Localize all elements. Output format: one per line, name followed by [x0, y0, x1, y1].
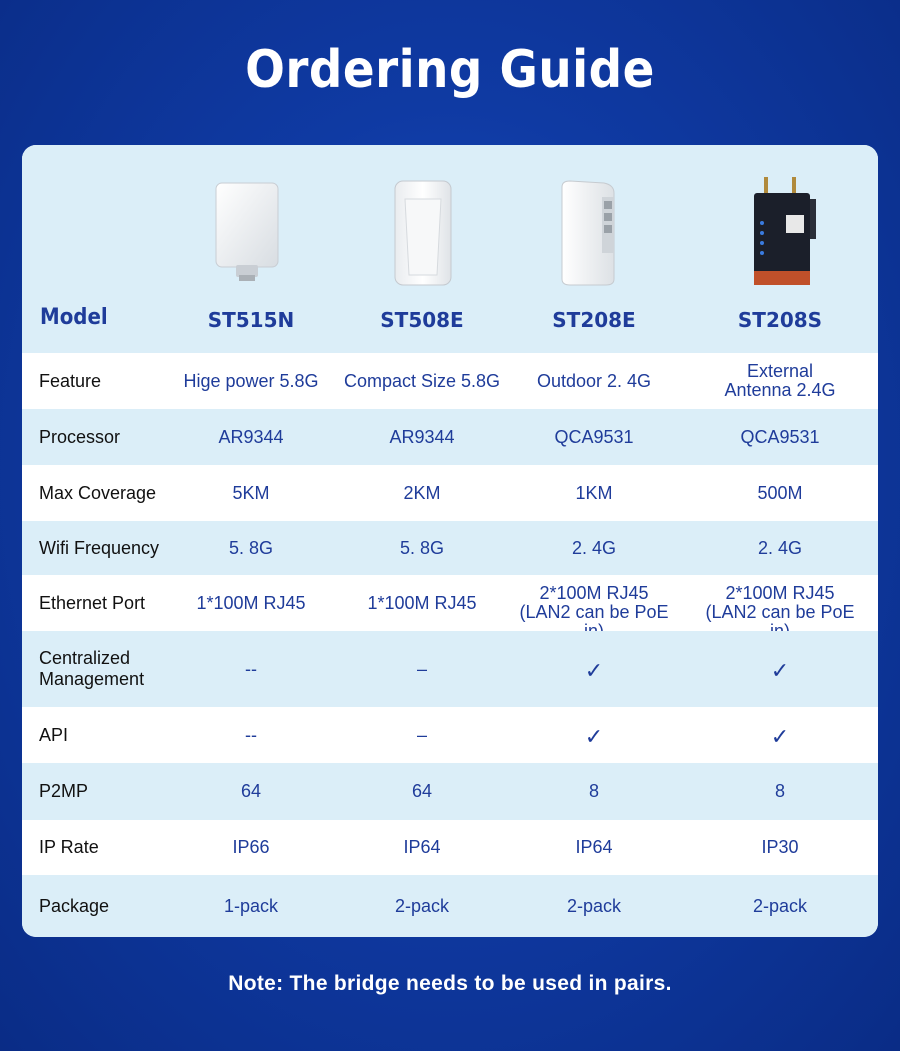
table-row	[22, 875, 878, 937]
table-cell: 2-pack	[752, 896, 808, 916]
table-row	[22, 353, 878, 409]
product-image-st208e	[556, 179, 622, 289]
table-cell: IP30	[761, 837, 799, 857]
table-row	[22, 820, 878, 875]
page-title: Ordering Guide	[245, 40, 655, 100]
table-cell: Outdoor 2. 4G	[536, 371, 652, 391]
table-cell: 2KM	[403, 483, 441, 503]
table-cell: 2*100M RJ45 (LAN2 can be PoE	[705, 583, 855, 622]
table-cell: 2-pack	[566, 896, 622, 916]
table-cell: 64	[411, 781, 433, 801]
table-row	[22, 707, 878, 763]
column-label-model: Model	[40, 305, 108, 330]
table-cell: 8	[588, 781, 599, 801]
table-cell: 2*100M RJ45 (LAN2 can be PoE	[519, 583, 669, 622]
table-cell: ✓	[584, 658, 604, 683]
table-cell: 2-pack	[394, 896, 450, 916]
table-cell: 64	[240, 781, 262, 801]
table-row	[22, 409, 878, 465]
table-cell: 5. 8G	[228, 538, 274, 558]
table-cell: 2. 4G	[757, 538, 803, 558]
product-image-st515n	[212, 181, 282, 281]
product-image-st508e	[391, 179, 455, 289]
row-label: P2MP	[39, 781, 89, 801]
table-cell: ✓	[770, 724, 790, 749]
row-label: Centralized Management	[39, 648, 145, 689]
table-cell: –	[416, 659, 427, 679]
table-cell: 1KM	[575, 483, 613, 503]
row-label: Package	[39, 896, 110, 916]
table-row	[22, 631, 878, 707]
table-row	[22, 763, 878, 820]
table-cell: –	[416, 725, 427, 745]
row-label: Wifi Frequency	[39, 538, 160, 558]
row-label: IP Rate	[39, 837, 99, 857]
table-cell: ✓	[770, 658, 790, 683]
row-label: API	[39, 725, 69, 745]
table-cell: QCA9531	[740, 427, 820, 447]
table-row	[22, 521, 878, 575]
model-name: ST208E	[552, 308, 636, 332]
table-cell: 500M	[757, 483, 803, 503]
table-cell: Hige power 5.8G	[183, 371, 319, 391]
row-label: Ethernet Port	[39, 593, 146, 613]
table-cell: 5KM	[232, 483, 270, 503]
table-cell: --	[245, 659, 257, 679]
table-cell: --	[245, 725, 257, 745]
table-cell: IP66	[232, 837, 270, 857]
table-cell: IP64	[575, 837, 613, 857]
model-name: ST208S	[737, 308, 823, 332]
footnote: Note: The bridge needs to be used in pairs.	[228, 972, 672, 995]
ordering-table	[22, 145, 878, 937]
table-cell: ✓	[584, 724, 604, 749]
table-cell: 1*100M RJ45	[196, 593, 306, 613]
table-cell: External Antenna 2.4G	[724, 361, 836, 400]
table-cell: 5. 8G	[399, 538, 445, 558]
table-cell: 1*100M RJ45	[367, 593, 477, 613]
row-label: Processor	[39, 427, 121, 447]
table-cell: 1-pack	[223, 896, 279, 916]
row-label: Feature	[39, 371, 102, 391]
table-cell: IP64	[403, 837, 441, 857]
model-name: ST508E	[380, 308, 464, 332]
table-cell: QCA9531	[554, 427, 634, 447]
table-row	[22, 575, 878, 631]
table-cell: AR9344	[389, 427, 455, 447]
table-cell: Compact Size 5.8G	[343, 371, 501, 391]
table-cell: 8	[774, 781, 785, 801]
model-name: ST515N	[207, 308, 295, 332]
table-cell: AR9344	[218, 427, 284, 447]
product-image-st208s	[748, 175, 818, 291]
table-row	[22, 465, 878, 521]
row-label: Max Coverage	[39, 483, 157, 503]
table-cell: 2. 4G	[571, 538, 617, 558]
